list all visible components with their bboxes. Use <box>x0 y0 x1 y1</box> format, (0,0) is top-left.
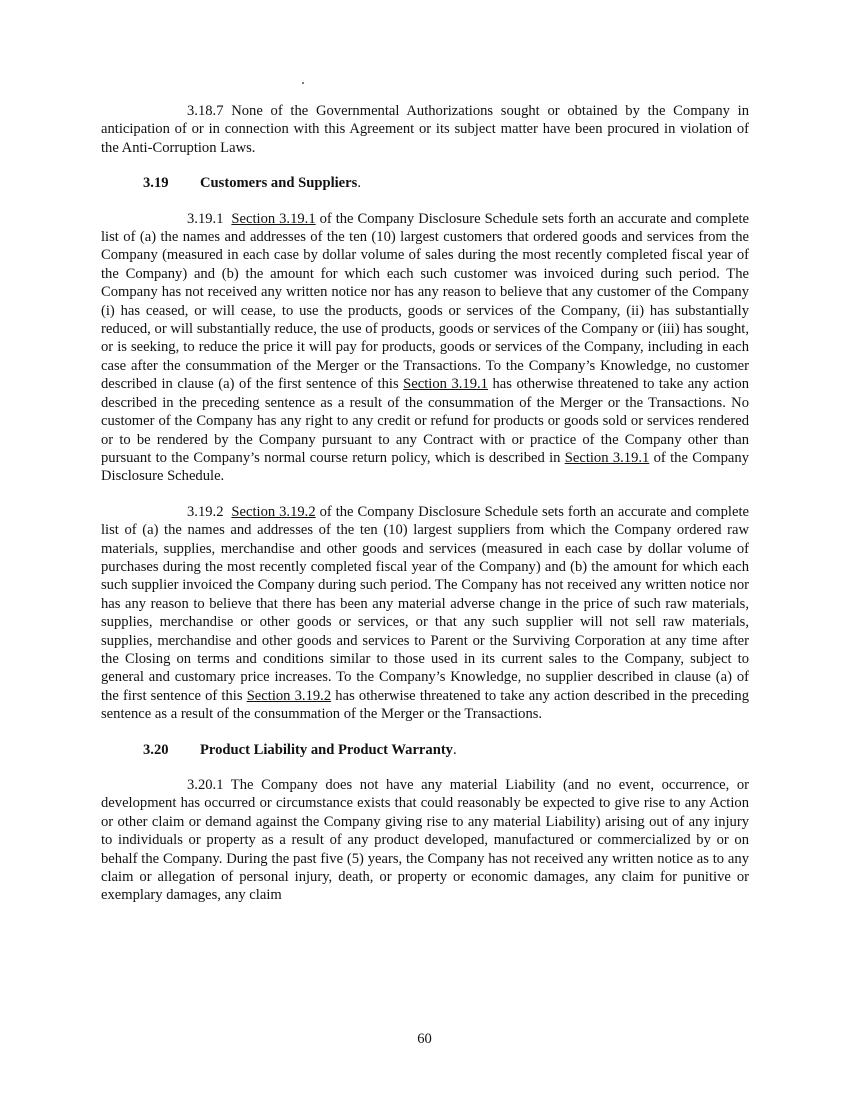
section-3-20-1-paragraph: 3.20.1 The Company does not have any material Liability (and no event, occurrence, or development has occurred or circumstance exists that could reasonably be expected to give rise to any Action or other claim or demand against the Company giving rise to any material Liability) arising out of any injury to individuals or property as a result of any product developed, manufactured or commercialized by or on behalf the Company. During the past five (5) years, the Company has not received any written notice as to any claim or allegation of personal injury, death, or property or economic damages, any claim for punitive or exemplary damages, any claim <box>101 777 749 904</box>
section-3-19-heading <box>101 174 749 192</box>
section-3-18-7-paragraph: 3.18.7 None of the Governmental Authorizations sought or obtained by the Company in anticipation of or in connection with this Agreement or its subject matter have been procured in violation of the Anti-Corruption Laws. <box>101 103 749 156</box>
section-3-19-1-reference: Section 3.19.1 <box>564 449 650 466</box>
section-3-19-1-reference: Section 3.19.1 <box>231 210 316 227</box>
section-3-19-1-text-part1: of the Company Disclosure Schedule sets forth an accurate and complete list of (a) the names and addresses of the ten (10) largest customers that ordered goods and services from the Company (measured in each case by dollar volume of sales during the most recently completed fiscal year of the Company) and (b) the amount for which each such customer was invoiced during such period. The Company has not received any written notice nor has any reason to believe that any customer of the Company (i) has ceased, or will cease, to use the products, goods or services of the Company, (ii) has substantially reduced, or will substantially reduce, the use of products, goods or services of the Company or (iii) has sought, or is seeking, to reduce the price it will pay for products, goods or services of the Company, including in each case after the consummation of the Merger or the Transactions. To the Company’s Knowledge, no customer described in clause (a) of the first sentence of this <box>101 210 749 393</box>
section-3-19-1-text-part3: of the Company Disclosure Schedule. <box>101 449 749 485</box>
section-3-19-2-paragraph <box>101 503 749 724</box>
section-3-19-1-text-part2: has otherwise threatened to take any action described in the preceding sentence as a result of the consummation of the Merger or the Transactions. No customer of the Company has any right to any credit or refund for products or goods sold or services rendered or to be rendered by the Company pursuant to any Contract with or practice of the Company other than pursuant to the Company’s normal course return policy, which is described in <box>101 376 749 466</box>
section-3-19-title: Customers and Suppliers <box>200 175 358 192</box>
section-3-20-number: 3.20 <box>143 741 169 758</box>
section-3-19-1-reference: Section 3.19.1 <box>403 376 488 393</box>
section-3-19-2-text-part2: has otherwise threatened to take any action described in the preceding sentence as a result of the consummation of the Merger or the Transactions. <box>101 687 749 723</box>
section-3-19-2-text-part1: of the Company Disclosure Schedule sets forth an accurate and complete list of (a) the names and addresses of the ten (10) largest suppliers from which the Company ordered raw materials, supplies, merchandise and other goods and services (measured in each case by dollar volume of purchases during the most recently completed fiscal year of the Company) and (b) the amount for which each such supplier invoiced the Company during such period. The Company has not received any written notice nor has any reason to believe that there has been any material adverse change in the price of such raw materials, supplies, merchandise or other goods or services, or that any such supplier will not sell raw materials, supplies, merchandise and other goods and services to Parent or the Surviving Corporation at any time after the Closing on terms and conditions similar to those used in its current sales to the Company, subject to general and customary price increases. To the Company’s Knowledge, no supplier described in clause (a) of the first sentence of this <box>101 503 749 704</box>
section-3-19-2-reference: Section 3.19.2 <box>246 687 332 704</box>
section-3-19-number: 3.19 <box>143 175 169 192</box>
section-3-19-2-number: 3.19.2 <box>187 503 224 520</box>
section-3-19-period: . <box>357 175 361 192</box>
section-3-19-1-paragraph <box>101 210 749 486</box>
section-3-20-period: . <box>452 741 457 758</box>
section-3-20-title: Product Liability and Product Warranty <box>200 741 453 758</box>
page-number: 60 <box>417 1031 432 1047</box>
section-3-20-heading <box>101 741 749 759</box>
document-page <box>101 102 749 905</box>
stray-mark <box>302 82 304 84</box>
section-3-19-2-reference: Section 3.19.2 <box>231 503 316 520</box>
section-3-19-1-number: 3.19.1 <box>187 210 224 227</box>
